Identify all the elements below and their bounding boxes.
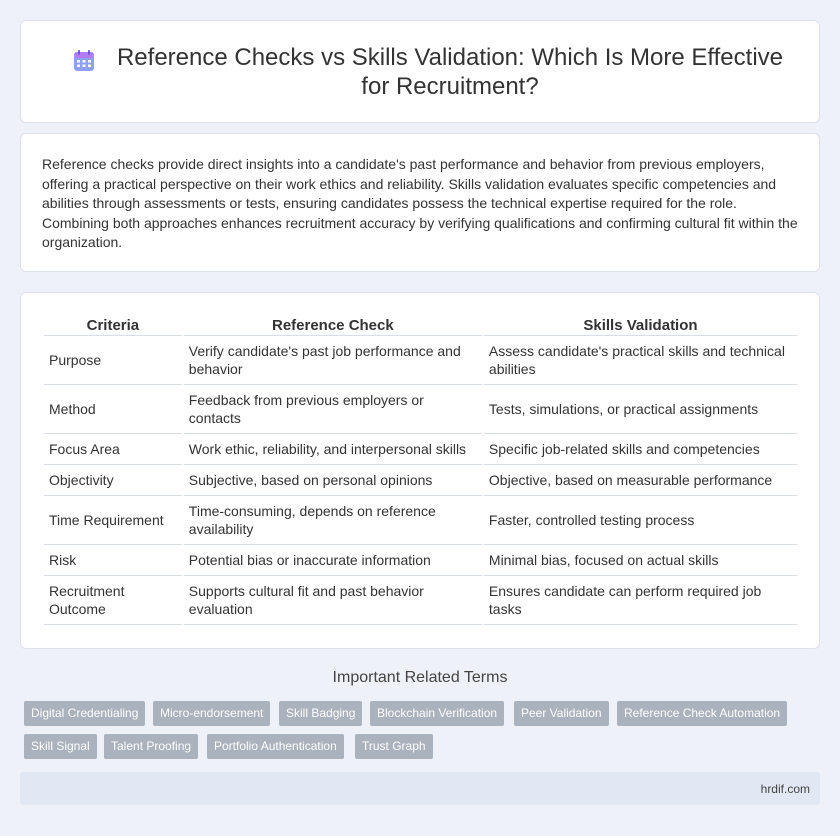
calendar-grid-icon [72,49,96,73]
table-cell: Objective, based on measurable performance [484,465,797,496]
table-cell: Supports cultural fit and past behavior evaluation [184,576,482,625]
tag-blockchain-verification[interactable]: Blockchain Verification [370,701,504,726]
table-cell-criteria: Recruitment Outcome [44,576,182,625]
table-cell-criteria: Risk [44,545,182,576]
column-header-reference-check: Reference Check [184,316,482,336]
table-cell: Subjective, based on personal opinions [184,465,482,496]
table-header-row [44,316,797,336]
table-cell: Minimal bias, focused on actual skills [484,545,797,576]
footer-site-link[interactable]: hrdif.com [760,782,810,796]
page-title: Reference Checks vs Skills Validation: Which Is More Effective for Recruitment? [116,44,784,100]
table-cell: Specific job-related skills and competencies [484,434,797,465]
table-row [44,545,797,576]
table-cell: Faster, controlled testing process [484,496,797,545]
table-cell: Potential bias or inaccurate information [184,545,482,576]
tag-talent-proofing[interactable]: Talent Proofing [104,734,198,759]
tag-skill-badging[interactable]: Skill Badging [279,701,362,726]
table-cell: Feedback from previous employers or contacts [184,385,482,434]
table-cell: Tests, simulations, or practical assignments [484,385,797,434]
table-cell: Assess candidate's practical skills and technical abilities [484,336,797,385]
intro-card [20,133,820,272]
tag-peer-validation[interactable]: Peer Validation [514,701,609,726]
table-cell-criteria: Time Requirement [44,496,182,545]
footer [20,772,820,805]
table-cell: Work ethic, reliability, and interpersonal skills [184,434,482,465]
tag-reference-check-automation[interactable]: Reference Check Automation [617,701,787,726]
tag-trust-graph[interactable]: Trust Graph [355,734,433,759]
related-terms-heading: Important Related Terms [332,669,508,686]
table-row [44,576,797,625]
table-row [44,336,797,385]
comparison-table-card [20,292,820,649]
intro-paragraph: Reference checks provide direct insights into a candidate's past performance and behavior from previous employers, offering a practical perspective on their work ethics and reliability. Skills validation evaluates specific competencies and abilities through assessments or tests, ensuring candidates possess the technical expertise required for the role. Combining both approaches enhances recruitment accuracy by verifying qualifications and confirming cultural fit within the organization. [42,156,798,250]
table-cell-criteria: Method [44,385,182,434]
tag-portfolio-authentication[interactable]: Portfolio Authentication [207,734,344,759]
tag-skill-signal[interactable]: Skill Signal [24,734,97,759]
table-cell: Ensures candidate can perform required job tasks [484,576,797,625]
table-cell-criteria: Purpose [44,336,182,385]
table-cell-criteria: Objectivity [44,465,182,496]
table-row [44,434,797,465]
table-row [44,385,797,434]
column-header-criteria: Criteria [44,316,182,336]
table-cell: Time-consuming, depends on reference availability [184,496,482,545]
column-header-skills-validation: Skills Validation [484,316,797,336]
table-row [44,496,797,545]
table-row [44,465,797,496]
tag-micro-endorsement[interactable]: Micro-endorsement [153,701,270,726]
comparison-table [42,316,799,625]
table-cell-criteria: Focus Area [44,434,182,465]
title-card [20,20,820,123]
tag-digital-credentialing[interactable]: Digital Credentialing [24,701,145,726]
table-cell: Verify candidate's past job performance and behavior [184,336,482,385]
